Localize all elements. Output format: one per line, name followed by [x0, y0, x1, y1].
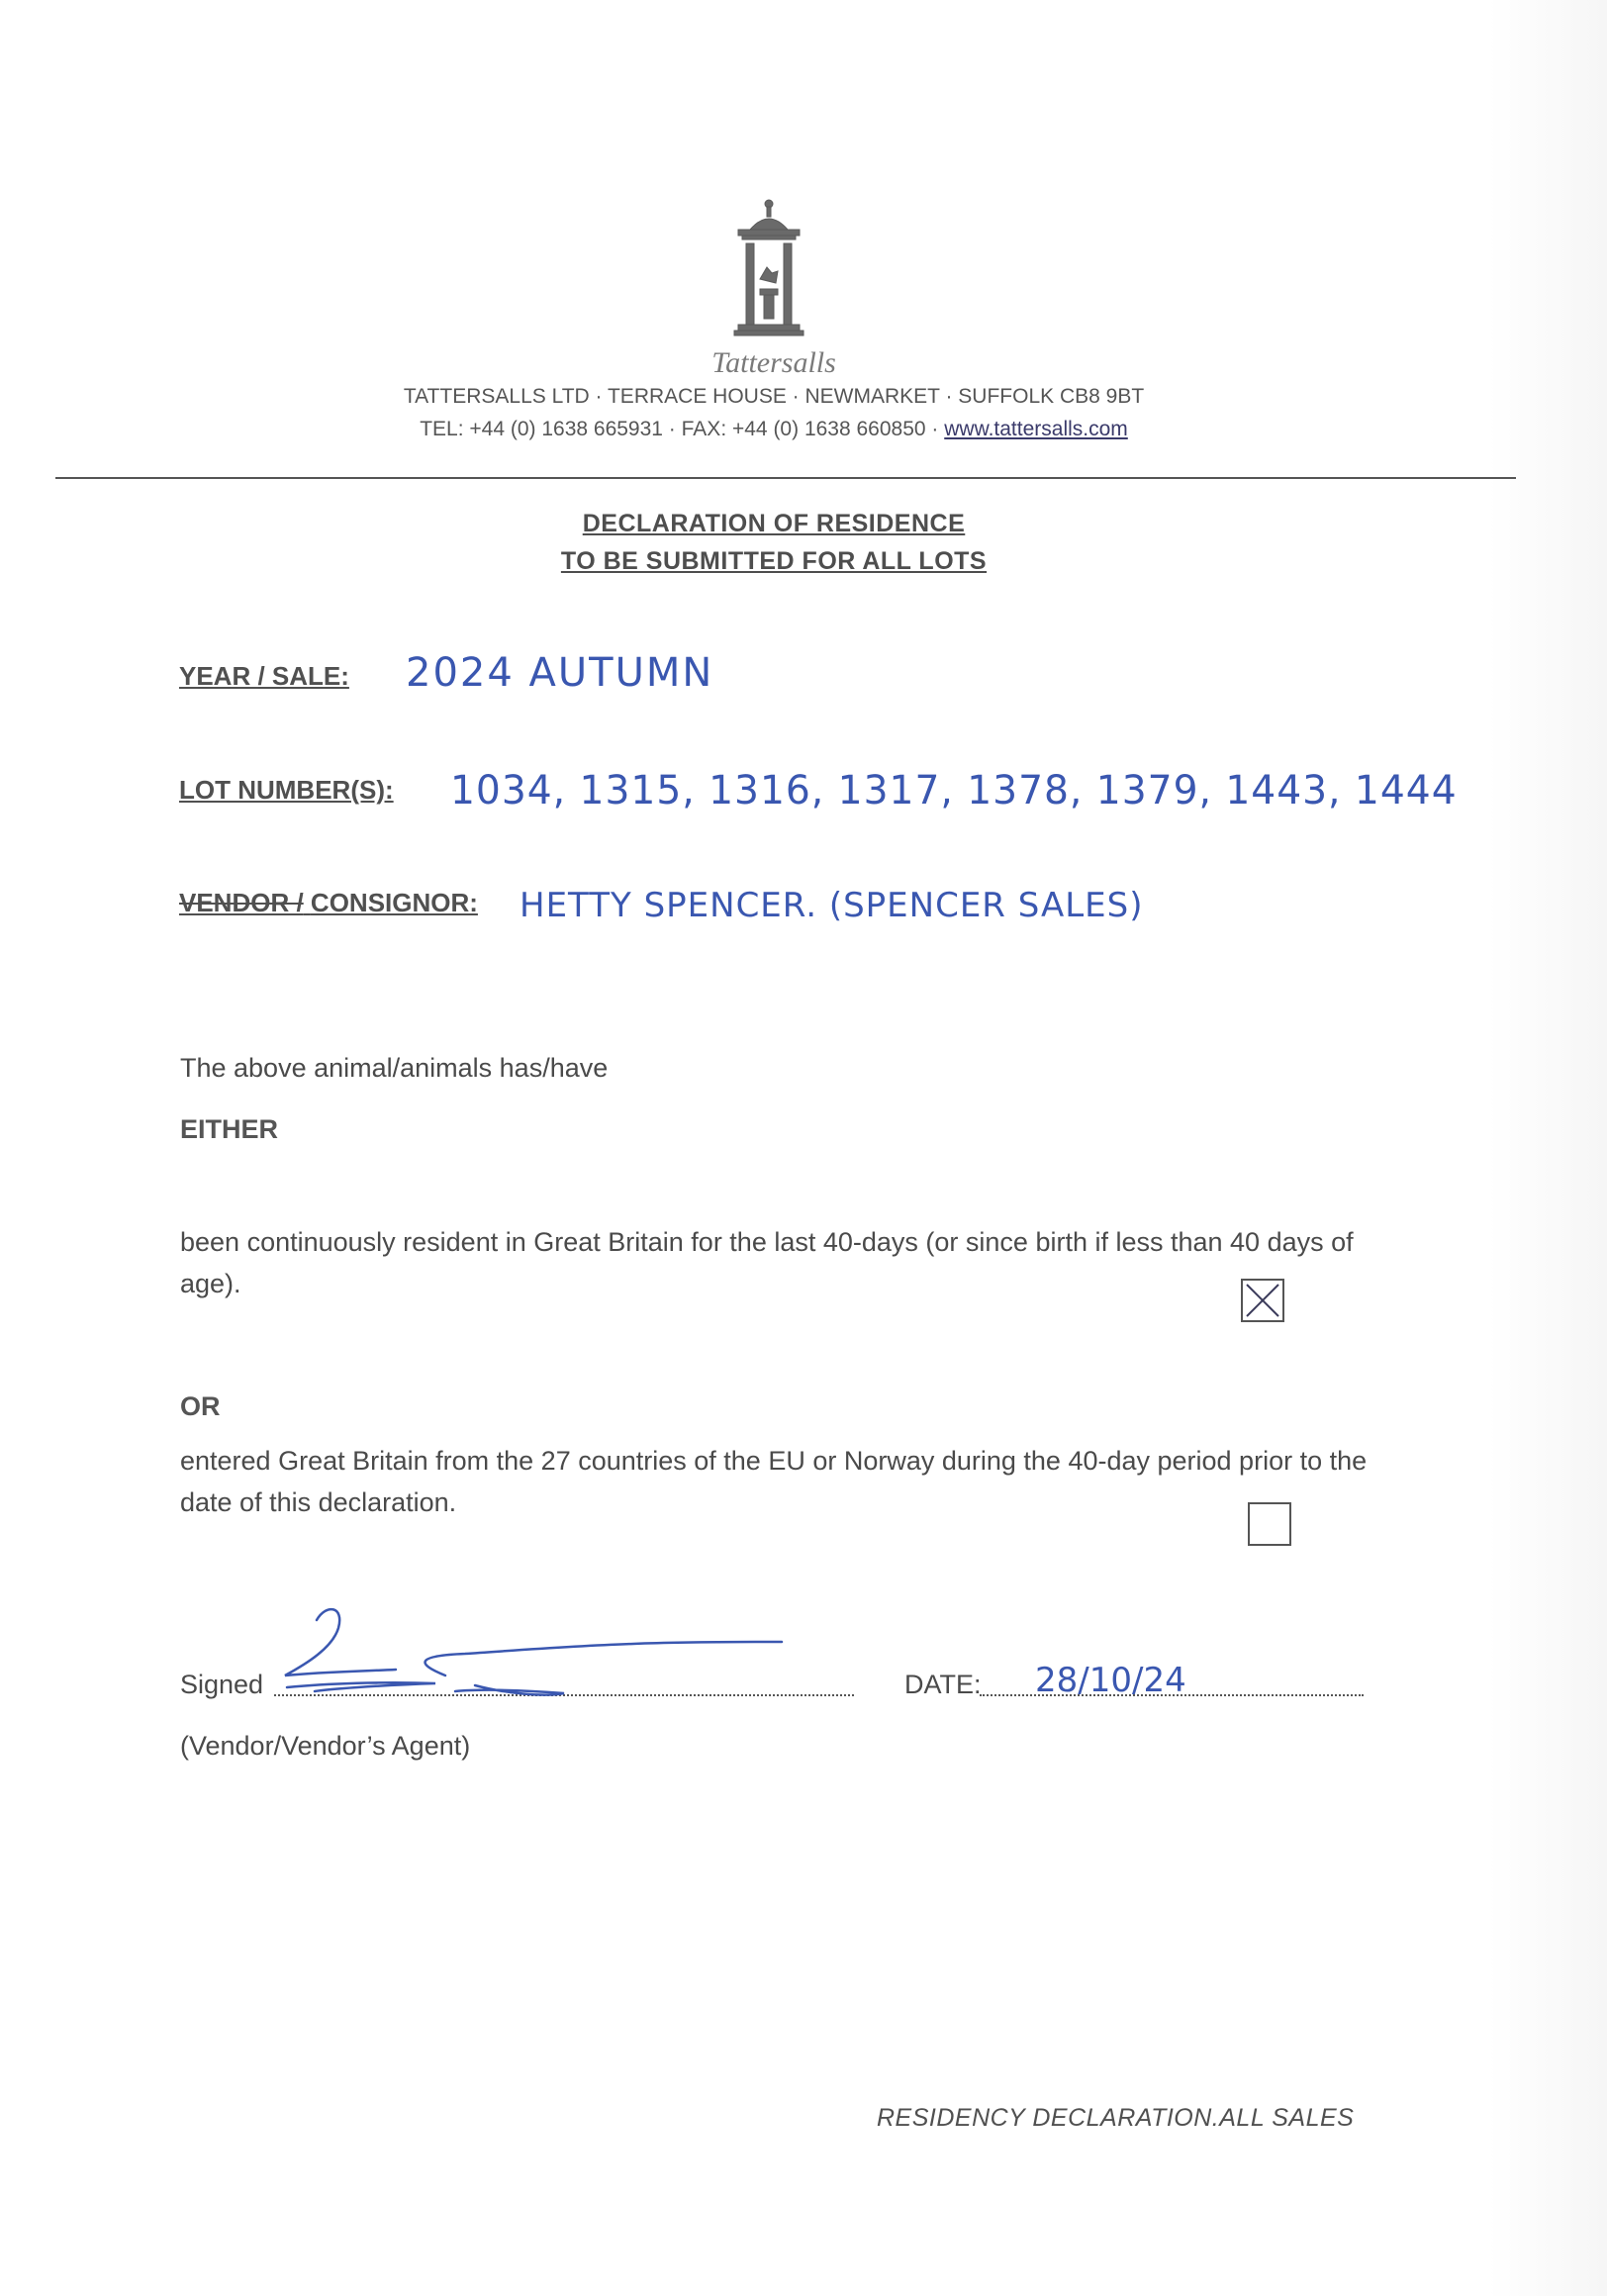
intro-text: The above animal/animals has/have — [180, 1053, 609, 1083]
or-heading: OR — [180, 1391, 221, 1421]
option2-text: entered Great Britain from the 27 countries of the EU or Norway during the 40-day period prior to the date of this declaration. — [180, 1446, 1368, 1517]
option1-text: been continuously resident in Great Britain for the last 40-days (or since birth if less than 40 days of age). — [180, 1227, 1354, 1298]
brand-name: Tattersalls — [711, 346, 836, 379]
year-sale-label: YEAR / SALE: — [179, 661, 349, 691]
signed-label: Signed — [180, 1670, 264, 1699]
consignor-label: CONSIGNOR: — [310, 888, 478, 917]
document-footer: RESIDENCY DECLARATION.ALL SALES — [877, 2104, 1355, 2132]
company-address: TATTERSALLS LTD · TERRACE HOUSE · NEWMARKET · SUFFOLK CB8 9BT — [403, 385, 1145, 408]
signatory-role: (Vendor/Vendor’s Agent) — [180, 1731, 471, 1761]
date-value[interactable]: 28/10/24 — [1035, 1661, 1186, 1700]
tattersalls-logo-icon — [720, 194, 817, 352]
website-link[interactable]: www.tattersalls.com — [944, 418, 1128, 440]
contact-phone-fax: TEL: +44 (0) 1638 665931 · FAX: +44 (0) 1638 660850 · — [420, 418, 945, 440]
lot-numbers-label: LOT NUMBER(S): — [179, 775, 394, 805]
vendor-consignor-label — [179, 888, 478, 918]
company-contact — [0, 418, 1548, 441]
vendor-struck-label: VENDOR / — [179, 888, 304, 917]
checkmark-x-icon — [1243, 1281, 1282, 1320]
option1-checkbox[interactable] — [1241, 1279, 1284, 1322]
handwritten-signature[interactable] — [267, 1598, 881, 1707]
date-label: DATE: — [904, 1670, 982, 1699]
either-heading: EITHER — [180, 1114, 279, 1144]
document-subtitle: TO BE SUBMITTED FOR ALL LOTS — [560, 547, 988, 575]
consignor-value[interactable]: HETTY SPENCER. (SPENCER SALES) — [520, 886, 1144, 925]
year-sale-value[interactable]: 2024 AUTUMN — [406, 650, 714, 696]
page-edge-shadow — [1488, 0, 1607, 2296]
lot-numbers-value[interactable]: 1034, 1315, 1316, 1317, 1378, 1379, 1443, 1444 — [450, 768, 1458, 813]
header-divider — [55, 477, 1516, 479]
document-title: DECLARATION OF RESIDENCE — [582, 510, 966, 537]
option2-checkbox[interactable] — [1248, 1502, 1291, 1546]
